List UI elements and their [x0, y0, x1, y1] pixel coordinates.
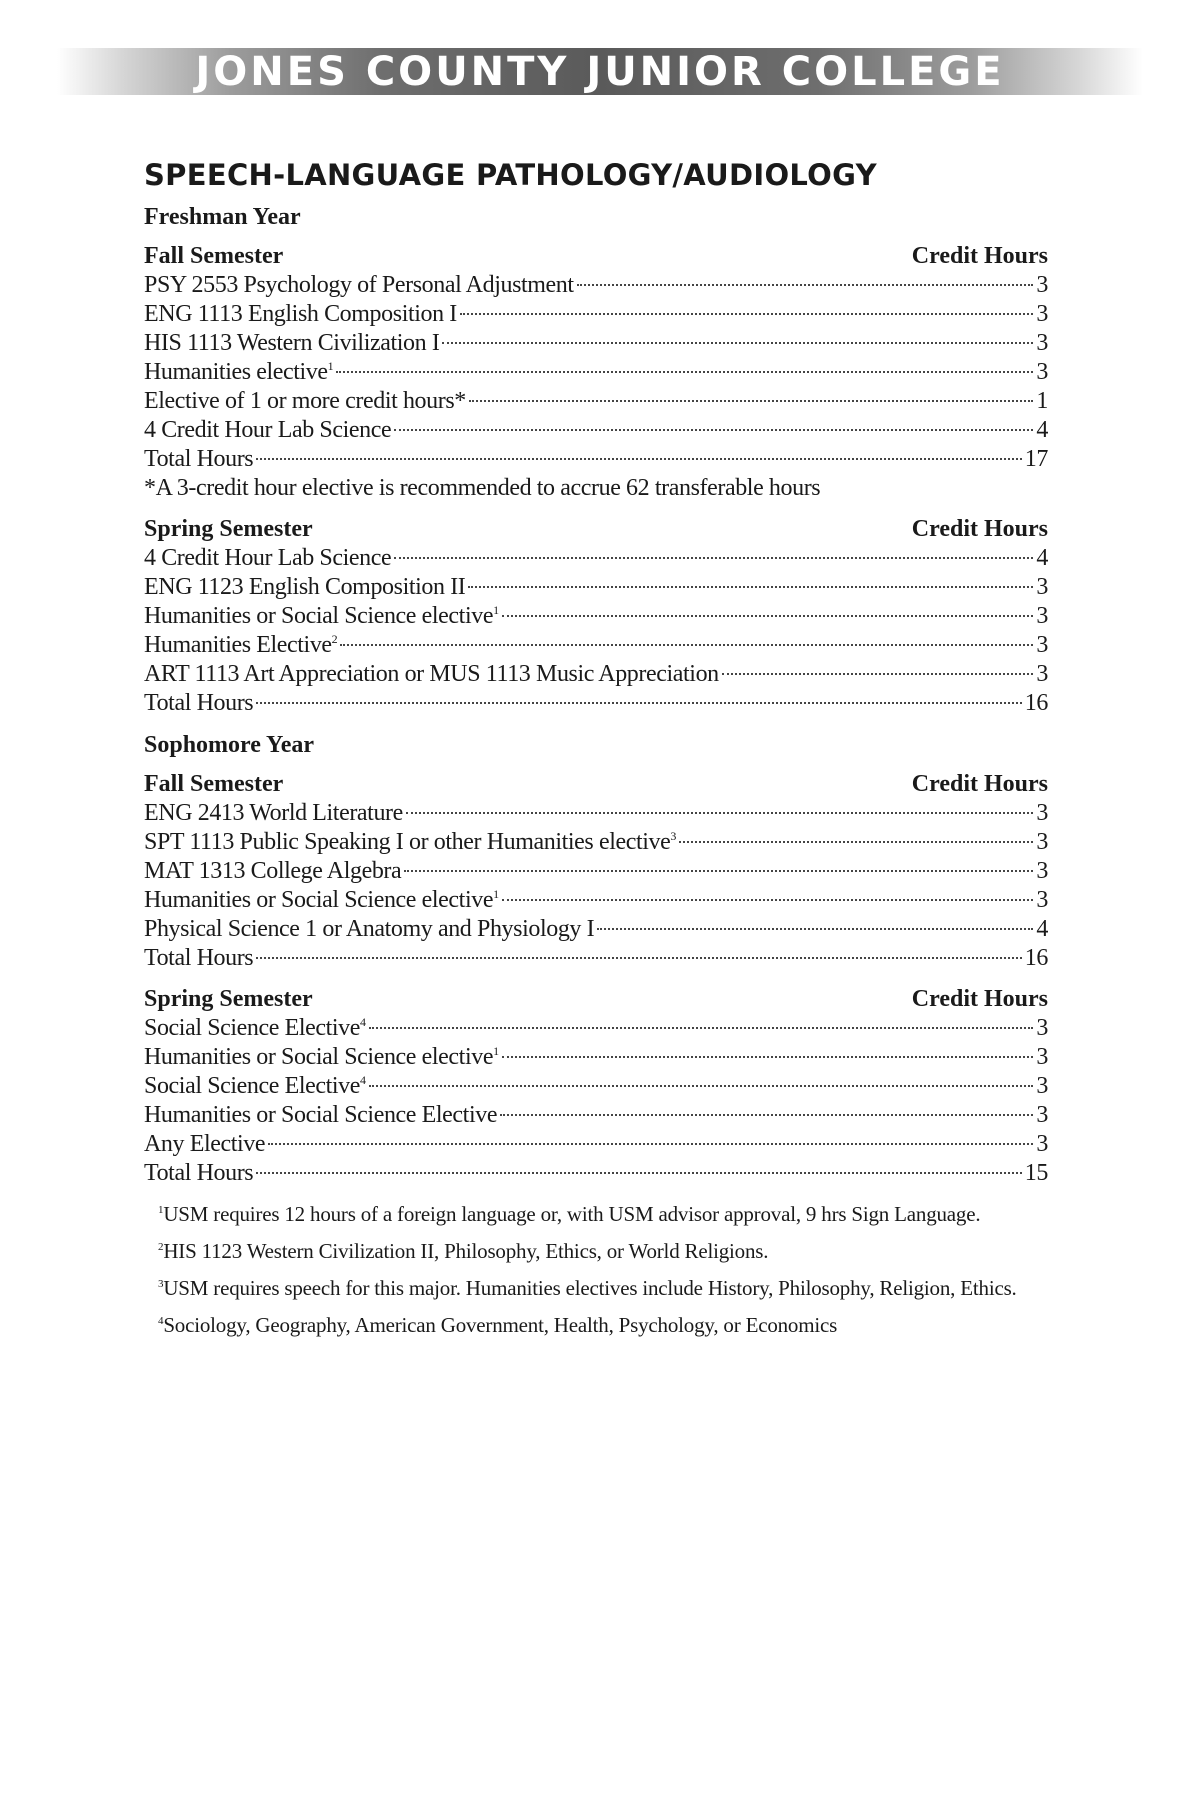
- course-hours: 3: [1036, 829, 1048, 855]
- course-hours: 3: [1036, 1131, 1048, 1157]
- course-row: [144, 1014, 1048, 1043]
- course-hours: 3: [1036, 632, 1048, 658]
- course-row: [144, 387, 1048, 416]
- semester-section: [144, 770, 1048, 973]
- course-hours: 4: [1036, 916, 1048, 942]
- course-name: Total Hours: [144, 690, 254, 716]
- course-hours: 3: [1036, 1015, 1048, 1041]
- course-row: [144, 1130, 1048, 1159]
- footnote: [144, 1274, 1048, 1302]
- course-hours: 3: [1036, 301, 1048, 327]
- course-row: [144, 602, 1048, 631]
- credit-hours-label: Credit Hours: [911, 243, 1048, 269]
- footnote-ref: 2: [331, 632, 338, 646]
- course-name: Total Hours: [144, 945, 254, 971]
- course-hours: 16: [1024, 690, 1048, 716]
- semester-title: Fall Semester: [144, 243, 284, 269]
- semester-header: [144, 515, 1048, 544]
- dot-leader: [394, 557, 1033, 559]
- footnote-ref: 4: [360, 1015, 366, 1029]
- course-name: ENG 1123 English Composition II: [144, 574, 466, 600]
- dot-leader: [577, 284, 1034, 286]
- course-name: Physical Science 1 or Anatomy and Physiology I: [144, 916, 595, 942]
- course-hours: 4: [1036, 545, 1048, 571]
- course-name: Total Hours: [144, 1160, 254, 1186]
- semester-title: Spring Semester: [144, 986, 313, 1012]
- year-section: [144, 202, 1048, 718]
- course-row: [144, 300, 1048, 329]
- dot-leader: [340, 644, 1033, 646]
- course-row: [144, 886, 1048, 915]
- dot-leader: [256, 702, 1022, 704]
- course-name: PSY 2553 Psychology of Personal Adjustment: [144, 272, 574, 298]
- course-name: MAT 1313 College Algebra: [144, 858, 402, 884]
- course-hours: 15: [1024, 1160, 1048, 1186]
- course-name: 4 Credit Hour Lab Science: [144, 545, 392, 571]
- footnote-text: USM requires speech for this major. Humanities electives include History, Philosophy, Religion, Ethics.: [163, 1276, 1017, 1300]
- semester-header: [144, 242, 1048, 271]
- course-name: Social Science Elective$^4$: [144, 1015, 366, 1041]
- course-hours: 3: [1036, 359, 1048, 385]
- course-hours: 3: [1036, 1073, 1048, 1099]
- dot-leader: [256, 957, 1022, 959]
- course-hours: 4: [1036, 417, 1048, 443]
- footnote-mark: 3: [158, 1278, 164, 1290]
- dot-leader: [722, 673, 1034, 675]
- course-name: Social Science Elective$^4$: [144, 1073, 366, 1099]
- dot-leader: [502, 615, 1034, 617]
- total-hours-row: [144, 944, 1048, 973]
- curriculum-content: [144, 158, 1048, 1348]
- semester-title: Spring Semester: [144, 516, 313, 542]
- dot-leader: [502, 899, 1034, 901]
- course-hours: 3: [1036, 858, 1048, 884]
- course-row: [144, 660, 1048, 689]
- semester-header: [144, 985, 1048, 1014]
- dot-leader: [500, 1114, 1033, 1116]
- course-name: Total Hours: [144, 446, 254, 472]
- footnotes: [144, 1200, 1048, 1339]
- credit-hours-label: Credit Hours: [911, 516, 1048, 542]
- course-name: Any Elective: [144, 1131, 266, 1157]
- course-row: [144, 358, 1048, 387]
- footnote-ref: 1: [493, 603, 499, 617]
- course-hours: 3: [1036, 330, 1048, 356]
- total-hours-row: [144, 689, 1048, 718]
- course-hours: 3: [1036, 272, 1048, 298]
- course-row: [144, 1043, 1048, 1072]
- semester-section: [144, 985, 1048, 1188]
- course-name: ENG 2413 World Literature: [144, 800, 403, 826]
- dot-leader: [256, 458, 1022, 460]
- course-row: [144, 573, 1048, 602]
- course-name: Humanities or Social Science elective$^1$: [144, 887, 499, 913]
- semester-section: [144, 242, 1048, 503]
- dot-leader: [460, 313, 1033, 315]
- total-hours-row: [144, 445, 1048, 474]
- course-row: [144, 828, 1048, 857]
- dot-leader: [679, 841, 1033, 843]
- course-row: [144, 271, 1048, 300]
- dot-leader: [406, 812, 1034, 814]
- course-row: [144, 329, 1048, 358]
- course-row: [144, 915, 1048, 944]
- course-row: [144, 1072, 1048, 1101]
- course-name: Humanities or Social Science elective$^1$: [144, 603, 499, 629]
- footnote: [144, 1311, 1048, 1339]
- footnote-ref: 3: [670, 829, 676, 843]
- course-hours: 3: [1036, 661, 1048, 687]
- footnote-ref: 1: [493, 1044, 499, 1058]
- course-hours: 3: [1036, 887, 1048, 913]
- footnote-ref: 1: [327, 359, 334, 373]
- credit-hours-label: Credit Hours: [911, 986, 1048, 1012]
- dot-leader: [336, 371, 1033, 373]
- course-name: SPT 1113 Public Speaking I or other Humanities elective$^3$: [144, 829, 676, 855]
- footnote-text: Sociology, Geography, American Government, Health, Psychology, or Economics: [163, 1313, 838, 1337]
- course-name: Elective of 1 or more credit hours*: [144, 388, 466, 414]
- course-row: [144, 857, 1048, 886]
- header-banner: [57, 48, 1143, 95]
- course-name: ART 1113 Art Appreciation or MUS 1113 Music Appreciation: [144, 661, 719, 687]
- course-hours: 3: [1036, 1102, 1048, 1128]
- dot-leader: [469, 400, 1034, 402]
- total-hours-row: [144, 1159, 1048, 1188]
- dot-leader: [394, 429, 1033, 431]
- course-name: ENG 1113 English Composition I: [144, 301, 457, 327]
- course-row: [144, 799, 1048, 828]
- semester-section: [144, 515, 1048, 718]
- dot-leader: [369, 1085, 1034, 1087]
- semester-note: *A 3-credit hour elective is recommended to accrue 62 transferable hours: [144, 475, 821, 501]
- dot-leader: [256, 1172, 1022, 1174]
- course-row: [144, 416, 1048, 445]
- course-hours: 3: [1036, 603, 1048, 629]
- course-row: [144, 544, 1048, 573]
- course-hours: 1: [1036, 388, 1048, 414]
- course-hours: 17: [1024, 446, 1048, 472]
- year-section: [144, 730, 1048, 1188]
- course-row: [144, 1101, 1048, 1130]
- college-name: JONES COUNTY JUNIOR COLLEGE: [195, 48, 1005, 95]
- footnote-mark: 1: [158, 1204, 164, 1216]
- dot-leader: [268, 1143, 1033, 1145]
- credit-hours-label: Credit Hours: [911, 771, 1048, 797]
- dot-leader: [404, 870, 1033, 872]
- semester-header: [144, 770, 1048, 799]
- footnote-text: USM requires 12 hours of a foreign language or, with USM advisor approval, 9 hrs Sign Language.: [163, 1202, 981, 1226]
- course-hours: 3: [1036, 574, 1048, 600]
- course-hours: 3: [1036, 800, 1048, 826]
- footnote-ref: 4: [360, 1073, 366, 1087]
- course-name: Humanities or Social Science elective$^1$: [144, 1044, 499, 1070]
- course-name: Humanities Elective$^2$: [144, 632, 338, 658]
- footnote-mark: 2: [158, 1241, 164, 1253]
- year-title: Freshman Year: [144, 204, 301, 230]
- footnote: [144, 1237, 1048, 1265]
- year-title: Sophomore Year: [144, 732, 314, 758]
- dot-leader: [468, 586, 1033, 588]
- course-row: [144, 631, 1048, 660]
- course-name: HIS 1113 Western Civilization I: [144, 330, 440, 356]
- semester-title: Fall Semester: [144, 771, 284, 797]
- dot-leader: [369, 1027, 1034, 1029]
- footnote-mark: 4: [158, 1315, 164, 1327]
- footnote: [144, 1200, 1048, 1228]
- program-title: SPEECH-LANGUAGE PATHOLOGY/AUDIOLOGY: [144, 158, 877, 192]
- dot-leader: [442, 342, 1033, 344]
- footnote-text: HIS 1123 Western Civilization II, Philosophy, Ethics, or World Religions.: [163, 1239, 769, 1263]
- dot-leader: [597, 928, 1033, 930]
- years-container: [144, 202, 1048, 1188]
- course-hours: 3: [1036, 1044, 1048, 1070]
- course-name: 4 Credit Hour Lab Science: [144, 417, 392, 443]
- course-hours: 16: [1024, 945, 1048, 971]
- footnote-ref: 1: [493, 887, 499, 901]
- course-name: Humanities elective$^1$: [144, 359, 334, 385]
- course-name: Humanities or Social Science Elective: [144, 1102, 498, 1128]
- dot-leader: [502, 1056, 1034, 1058]
